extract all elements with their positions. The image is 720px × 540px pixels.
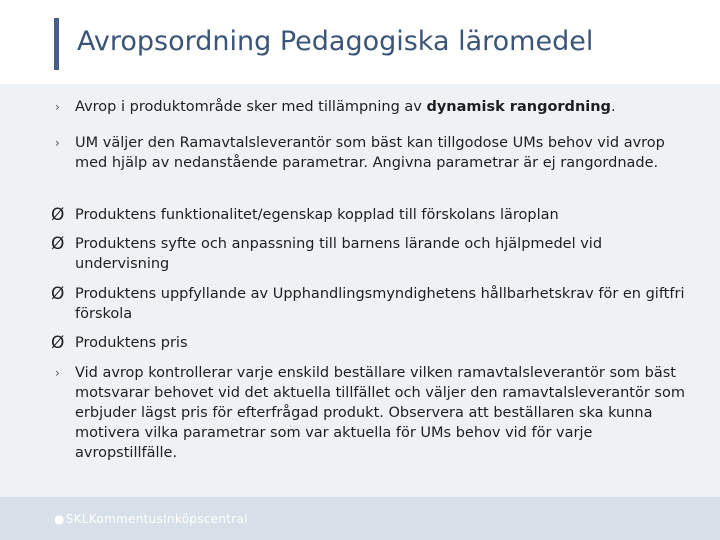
title-bar [0, 0, 720, 84]
chevron-bullet-icon: › [55, 100, 60, 114]
chevron-bullet-icon: › [55, 366, 60, 380]
bullet-item [51, 333, 685, 353]
bullet-item [55, 133, 685, 173]
bullet-item [55, 363, 685, 463]
slide-title: Avropsordning Pedagogiska läromedel [77, 26, 594, 57]
footer-logo-text: SKLKommentusInköpscentral [65, 512, 248, 526]
bullet-text: Produktens uppfyllande av Upphandlingsmyndighetens hållbarhetskrav för en giftfri förskola [75, 286, 685, 322]
arrow-bullet-icon: Ø [51, 333, 65, 353]
bullet-text: Avrop i produktområde sker med tillämpning av dynamisk rangordning. [75, 99, 616, 115]
bullet-item [51, 205, 685, 225]
bullet-item [55, 97, 685, 117]
title-accent-bar [54, 18, 59, 70]
bullet-text: Produktens funktionalitet/egenskap kopplad till förskolans läroplan [75, 207, 559, 223]
bullet-text: Produktens syfte och anpassning till barnens lärande och hjälpmedel vid undervisning [75, 236, 603, 272]
bullet-bold-term: dynamisk rangordning [426, 99, 611, 115]
footer-logo [54, 512, 248, 526]
bullet-item [51, 284, 685, 324]
slide-content [0, 84, 720, 497]
footer [0, 497, 720, 540]
arrow-bullet-icon: Ø [51, 234, 65, 254]
bullet-text: Vid avrop kontrollerar varje enskild beställare vilken ramavtalsleverantör som bäst motsvarar behovet vid det aktuella tillfället och väljer den ramavtalsleverantör som erbjuder lägst pris för efterfrågad produkt. Observera att beställaren ska kunna motivera vilka parametrar som var aktuella för UMs behov vid för varje avropstillfälle. [75, 365, 685, 461]
arrow-bullet-icon: Ø [51, 284, 65, 304]
bullet-text: UM väljer den Ramavtalsleverantör som bäst kan tillgodose UMs behov vid avrop med hjälp av nedanstående parametrar. Angivna parametrar är ej rangordnade. [75, 135, 665, 171]
arrow-bullet-icon: Ø [51, 205, 65, 225]
bullet-item [51, 234, 685, 274]
bullet-text: Produktens pris [75, 335, 188, 351]
location-pin-icon: ● [54, 512, 65, 526]
chevron-bullet-icon: › [55, 136, 60, 150]
